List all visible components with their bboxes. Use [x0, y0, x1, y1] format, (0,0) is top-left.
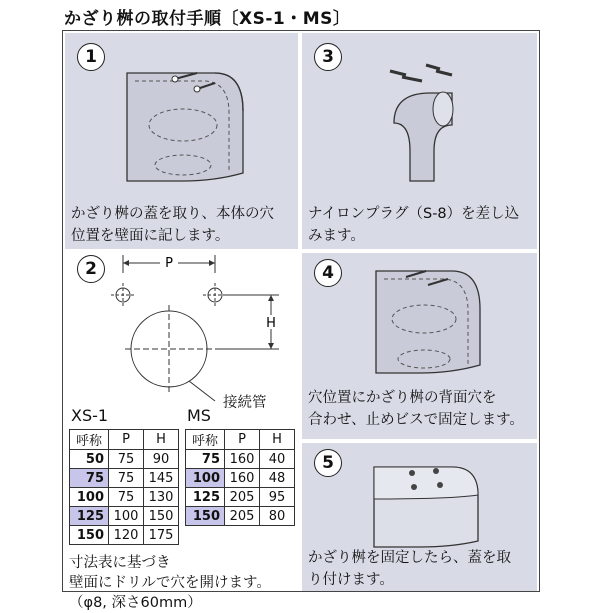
- table-row: [186, 469, 295, 488]
- xs1-h: 130: [144, 488, 179, 507]
- ms-size: 75: [186, 450, 225, 469]
- step-2-diagram: [65, 253, 298, 403]
- xs1-size: 50: [70, 450, 109, 469]
- step-2-note-line3: （φ8, 深さ60mm）: [69, 595, 202, 611]
- xs1-p: 75: [109, 450, 144, 469]
- table-row: [186, 507, 295, 526]
- xs1-p: 75: [109, 469, 144, 488]
- xs1-p: 100: [109, 507, 144, 526]
- step-2-note-line1: 寸法表に基づき: [69, 555, 171, 571]
- ms-header-size: 呼称: [186, 430, 225, 450]
- xs1-size: 125: [70, 507, 109, 526]
- xs1-h: 150: [144, 507, 179, 526]
- step-4-panel: [302, 253, 537, 439]
- dimension-h-label: H: [266, 316, 276, 331]
- step-4-number: 4: [314, 259, 342, 287]
- step-3-panel: [302, 33, 537, 249]
- ms-p: 160: [225, 469, 260, 488]
- step-1-caption-line1: かざり桝の蓋を取り、本体の穴: [71, 206, 274, 222]
- step-5-caption: [308, 547, 511, 591]
- xs1-header-size: 呼称: [70, 430, 109, 450]
- step-4-caption: [308, 387, 524, 431]
- dimension-p-label: P: [165, 256, 173, 271]
- table-row: [70, 488, 179, 507]
- step-2-panel: [65, 253, 298, 611]
- table-row: [70, 450, 179, 469]
- step-2-note: [69, 553, 271, 613]
- xs1-p: 75: [109, 488, 144, 507]
- step-1-number: 1: [77, 43, 105, 71]
- ms-p: 205: [225, 488, 260, 507]
- step-1-panel: [65, 33, 298, 249]
- step-4-caption-line2: 合わせ、止めビスで固定します。: [308, 412, 524, 428]
- xs1-p: 120: [109, 526, 144, 545]
- step-1-caption-line2: 位置を壁面に記します。: [71, 228, 230, 244]
- ms-size: 125: [186, 488, 225, 507]
- xs1-size: 150: [70, 526, 109, 545]
- step-3-illustration: [302, 33, 537, 183]
- step-5-illustration: [302, 443, 537, 543]
- xs1-dimension-table: [69, 429, 179, 545]
- table-row: [70, 507, 179, 526]
- table-row: [70, 469, 179, 488]
- xs1-size: 100: [70, 488, 109, 507]
- ms-size: 100: [186, 469, 225, 488]
- step-4-caption-line1: 穴位置にかざり桝の背面穴を: [308, 390, 497, 406]
- step-5-number: 5: [314, 449, 342, 477]
- ms-h: 40: [260, 450, 295, 469]
- step-2-number: 2: [77, 255, 105, 283]
- xs1-h: 175: [144, 526, 179, 545]
- step-3-caption: [308, 203, 519, 247]
- step-5-panel: [302, 443, 537, 591]
- step-5-caption-line1: かざり桝を固定したら、蓋を取: [308, 550, 511, 566]
- ms-size: 150: [186, 507, 225, 526]
- step-3-caption-line2: みます。: [308, 228, 365, 244]
- ms-p: 160: [225, 450, 260, 469]
- xs1-header-p: P: [109, 430, 144, 450]
- connection-pipe-label: 接続管: [223, 395, 267, 411]
- ms-dimension-table: [185, 429, 295, 526]
- ms-header-h: H: [260, 430, 295, 450]
- ms-p: 205: [225, 507, 260, 526]
- step-2-note-line2: 壁面にドリルで穴を開けます。: [69, 575, 271, 591]
- table-row: [186, 450, 295, 469]
- step-4-illustration: [302, 253, 537, 383]
- step-1-caption: [71, 203, 274, 247]
- xs1-size: 75: [70, 469, 109, 488]
- table-row: [186, 488, 295, 507]
- table-row: [70, 526, 179, 545]
- ms-h: 80: [260, 507, 295, 526]
- ms-series-label: MS: [187, 406, 211, 425]
- instruction-frame: [62, 30, 540, 611]
- xs1-series-label: XS-1: [71, 406, 109, 425]
- xs1-h: 145: [144, 469, 179, 488]
- xs1-h: 90: [144, 450, 179, 469]
- step-3-caption-line1: ナイロンプラグ（S-8）を差し込: [308, 206, 520, 222]
- step-3-number: 3: [314, 43, 342, 71]
- ms-h: 48: [260, 469, 295, 488]
- xs1-header-h: H: [144, 430, 179, 450]
- step-1-illustration: [65, 33, 298, 183]
- ms-header-p: P: [225, 430, 260, 450]
- ms-h: 95: [260, 488, 295, 507]
- step-5-caption-line2: り付けます。: [308, 572, 394, 588]
- page-title: かざり桝の取付手順〔XS-1・MS〕: [64, 9, 351, 29]
